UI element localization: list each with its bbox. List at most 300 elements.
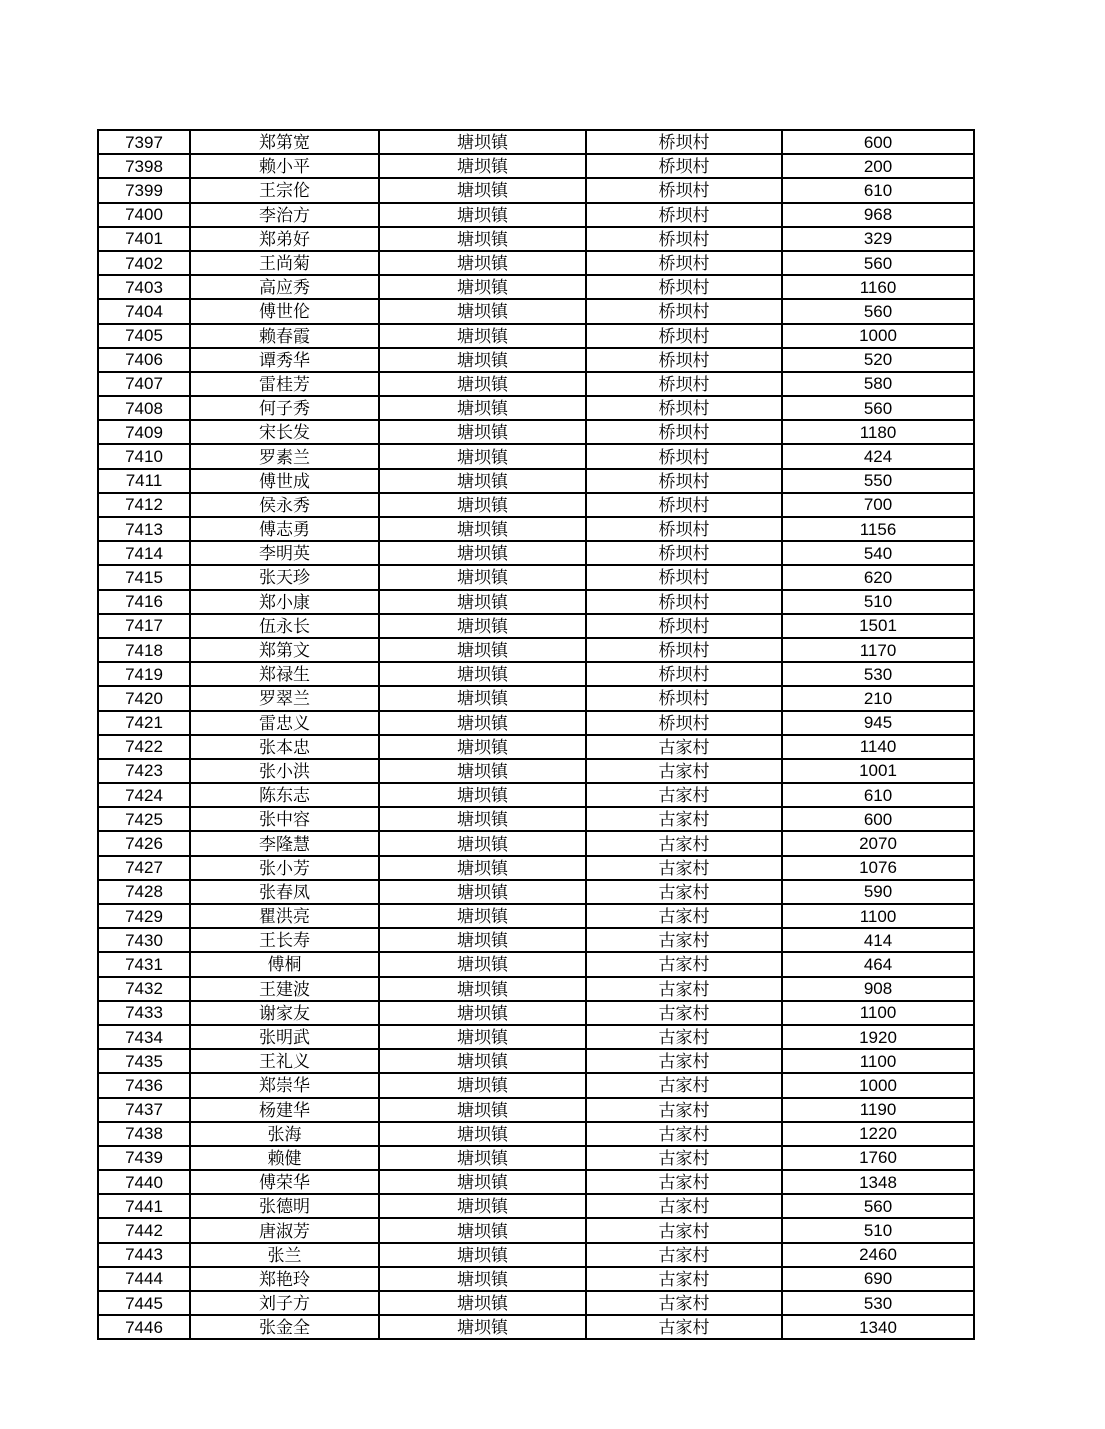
town-cell: 塘坝镇 xyxy=(379,1315,586,1339)
town-cell: 塘坝镇 xyxy=(379,711,586,735)
name-cell: 伍永长 xyxy=(190,614,379,638)
table-row xyxy=(98,1194,974,1218)
town-cell: 塘坝镇 xyxy=(379,493,586,517)
town-cell: 塘坝镇 xyxy=(379,977,586,1001)
village-cell: 古家村 xyxy=(586,856,782,880)
name-cell: 张中容 xyxy=(190,807,379,831)
id-cell: 7407 xyxy=(98,372,190,396)
village-cell: 古家村 xyxy=(586,783,782,807)
amount-cell: 1190 xyxy=(782,1098,974,1122)
amount-cell: 200 xyxy=(782,154,974,178)
town-cell: 塘坝镇 xyxy=(379,856,586,880)
town-cell: 塘坝镇 xyxy=(379,251,586,275)
name-cell: 郑小康 xyxy=(190,590,379,614)
town-cell: 塘坝镇 xyxy=(379,227,586,251)
village-cell: 古家村 xyxy=(586,1218,782,1242)
town-cell: 塘坝镇 xyxy=(379,1073,586,1097)
town-cell: 塘坝镇 xyxy=(379,1170,586,1194)
village-cell: 古家村 xyxy=(586,807,782,831)
id-cell: 7430 xyxy=(98,928,190,952)
table-row xyxy=(98,324,974,348)
records-table-body xyxy=(98,130,974,1339)
id-cell: 7398 xyxy=(98,154,190,178)
village-cell: 古家村 xyxy=(586,1098,782,1122)
village-cell: 古家村 xyxy=(586,1073,782,1097)
village-cell: 古家村 xyxy=(586,1001,782,1025)
id-cell: 7414 xyxy=(98,541,190,565)
name-cell: 郑艳玲 xyxy=(190,1267,379,1291)
name-cell: 张金全 xyxy=(190,1315,379,1339)
amount-cell: 424 xyxy=(782,444,974,468)
id-cell: 7402 xyxy=(98,251,190,275)
village-cell: 桥坝村 xyxy=(586,130,782,154)
village-cell: 桥坝村 xyxy=(586,590,782,614)
id-cell: 7397 xyxy=(98,130,190,154)
amount-cell: 1348 xyxy=(782,1170,974,1194)
village-cell: 古家村 xyxy=(586,831,782,855)
name-cell: 王尚菊 xyxy=(190,251,379,275)
id-cell: 7434 xyxy=(98,1025,190,1049)
table-row xyxy=(98,299,974,323)
table-row xyxy=(98,1098,974,1122)
id-cell: 7411 xyxy=(98,469,190,493)
amount-cell: 1920 xyxy=(782,1025,974,1049)
name-cell: 赖健 xyxy=(190,1146,379,1170)
village-cell: 桥坝村 xyxy=(586,154,782,178)
village-cell: 古家村 xyxy=(586,1146,782,1170)
id-cell: 7419 xyxy=(98,662,190,686)
table-row xyxy=(98,686,974,710)
id-cell: 7416 xyxy=(98,590,190,614)
village-cell: 桥坝村 xyxy=(586,372,782,396)
amount-cell: 1180 xyxy=(782,420,974,444)
amount-cell: 550 xyxy=(782,469,974,493)
table-row xyxy=(98,928,974,952)
village-cell: 古家村 xyxy=(586,1122,782,1146)
name-cell: 李明英 xyxy=(190,541,379,565)
name-cell: 傅志勇 xyxy=(190,517,379,541)
town-cell: 塘坝镇 xyxy=(379,1218,586,1242)
amount-cell: 1001 xyxy=(782,759,974,783)
id-cell: 7425 xyxy=(98,807,190,831)
id-cell: 7426 xyxy=(98,831,190,855)
name-cell: 刘子方 xyxy=(190,1291,379,1315)
town-cell: 塘坝镇 xyxy=(379,1146,586,1170)
id-cell: 7408 xyxy=(98,396,190,420)
name-cell: 张海 xyxy=(190,1122,379,1146)
table-row xyxy=(98,1001,974,1025)
id-cell: 7412 xyxy=(98,493,190,517)
amount-cell: 540 xyxy=(782,541,974,565)
table-row xyxy=(98,348,974,372)
records-table xyxy=(97,129,975,1340)
village-cell: 古家村 xyxy=(586,1170,782,1194)
table-row xyxy=(98,1170,974,1194)
town-cell: 塘坝镇 xyxy=(379,154,586,178)
id-cell: 7410 xyxy=(98,444,190,468)
village-cell: 桥坝村 xyxy=(586,178,782,202)
name-cell: 王礼义 xyxy=(190,1049,379,1073)
name-cell: 傅世伦 xyxy=(190,299,379,323)
village-cell: 桥坝村 xyxy=(586,541,782,565)
name-cell: 张明武 xyxy=(190,1025,379,1049)
name-cell: 王建波 xyxy=(190,977,379,1001)
village-cell: 古家村 xyxy=(586,759,782,783)
id-cell: 7439 xyxy=(98,1146,190,1170)
amount-cell: 560 xyxy=(782,1194,974,1218)
table-row xyxy=(98,1218,974,1242)
town-cell: 塘坝镇 xyxy=(379,517,586,541)
village-cell: 桥坝村 xyxy=(586,565,782,589)
table-row xyxy=(98,662,974,686)
town-cell: 塘坝镇 xyxy=(379,1291,586,1315)
name-cell: 郑第文 xyxy=(190,638,379,662)
amount-cell: 600 xyxy=(782,807,974,831)
amount-cell: 1100 xyxy=(782,1049,974,1073)
table-row xyxy=(98,420,974,444)
village-cell: 古家村 xyxy=(586,1243,782,1267)
id-cell: 7436 xyxy=(98,1073,190,1097)
amount-cell: 520 xyxy=(782,348,974,372)
name-cell: 傅桐 xyxy=(190,952,379,976)
amount-cell: 600 xyxy=(782,130,974,154)
id-cell: 7428 xyxy=(98,880,190,904)
table-row xyxy=(98,1049,974,1073)
name-cell: 张兰 xyxy=(190,1243,379,1267)
name-cell: 罗翠兰 xyxy=(190,686,379,710)
table-row xyxy=(98,856,974,880)
table-row xyxy=(98,493,974,517)
table-row xyxy=(98,396,974,420)
amount-cell: 690 xyxy=(782,1267,974,1291)
amount-cell: 1076 xyxy=(782,856,974,880)
town-cell: 塘坝镇 xyxy=(379,880,586,904)
name-cell: 雷忠义 xyxy=(190,711,379,735)
amount-cell: 510 xyxy=(782,1218,974,1242)
town-cell: 塘坝镇 xyxy=(379,928,586,952)
id-cell: 7405 xyxy=(98,324,190,348)
amount-cell: 530 xyxy=(782,662,974,686)
village-cell: 古家村 xyxy=(586,904,782,928)
town-cell: 塘坝镇 xyxy=(379,638,586,662)
town-cell: 塘坝镇 xyxy=(379,904,586,928)
table-row xyxy=(98,1243,974,1267)
village-cell: 桥坝村 xyxy=(586,203,782,227)
name-cell: 张小洪 xyxy=(190,759,379,783)
village-cell: 桥坝村 xyxy=(586,711,782,735)
id-cell: 7441 xyxy=(98,1194,190,1218)
name-cell: 宋长发 xyxy=(190,420,379,444)
name-cell: 李隆慧 xyxy=(190,831,379,855)
amount-cell: 968 xyxy=(782,203,974,227)
amount-cell: 2460 xyxy=(782,1243,974,1267)
village-cell: 古家村 xyxy=(586,1291,782,1315)
id-cell: 7420 xyxy=(98,686,190,710)
town-cell: 塘坝镇 xyxy=(379,1194,586,1218)
name-cell: 杨建华 xyxy=(190,1098,379,1122)
id-cell: 7427 xyxy=(98,856,190,880)
id-cell: 7418 xyxy=(98,638,190,662)
name-cell: 王宗伦 xyxy=(190,178,379,202)
village-cell: 桥坝村 xyxy=(586,275,782,299)
id-cell: 7440 xyxy=(98,1170,190,1194)
name-cell: 谢家友 xyxy=(190,1001,379,1025)
village-cell: 古家村 xyxy=(586,977,782,1001)
name-cell: 傅荣华 xyxy=(190,1170,379,1194)
id-cell: 7444 xyxy=(98,1267,190,1291)
table-row xyxy=(98,541,974,565)
name-cell: 张本忠 xyxy=(190,735,379,759)
amount-cell: 414 xyxy=(782,928,974,952)
village-cell: 桥坝村 xyxy=(586,469,782,493)
village-cell: 古家村 xyxy=(586,735,782,759)
town-cell: 塘坝镇 xyxy=(379,469,586,493)
town-cell: 塘坝镇 xyxy=(379,1243,586,1267)
id-cell: 7415 xyxy=(98,565,190,589)
name-cell: 郑崇华 xyxy=(190,1073,379,1097)
town-cell: 塘坝镇 xyxy=(379,178,586,202)
table-row xyxy=(98,1122,974,1146)
village-cell: 桥坝村 xyxy=(586,686,782,710)
name-cell: 唐淑芳 xyxy=(190,1218,379,1242)
amount-cell: 2070 xyxy=(782,831,974,855)
town-cell: 塘坝镇 xyxy=(379,1098,586,1122)
village-cell: 桥坝村 xyxy=(586,396,782,420)
amount-cell: 1160 xyxy=(782,275,974,299)
amount-cell: 1156 xyxy=(782,517,974,541)
table-row xyxy=(98,469,974,493)
table-row xyxy=(98,783,974,807)
table-row xyxy=(98,372,974,396)
id-cell: 7437 xyxy=(98,1098,190,1122)
village-cell: 古家村 xyxy=(586,1267,782,1291)
id-cell: 7429 xyxy=(98,904,190,928)
table-row xyxy=(98,1291,974,1315)
town-cell: 塘坝镇 xyxy=(379,275,586,299)
amount-cell: 1340 xyxy=(782,1315,974,1339)
town-cell: 塘坝镇 xyxy=(379,1025,586,1049)
amount-cell: 530 xyxy=(782,1291,974,1315)
table-row xyxy=(98,1073,974,1097)
name-cell: 侯永秀 xyxy=(190,493,379,517)
table-row xyxy=(98,444,974,468)
table-row xyxy=(98,154,974,178)
id-cell: 7424 xyxy=(98,783,190,807)
town-cell: 塘坝镇 xyxy=(379,348,586,372)
amount-cell: 560 xyxy=(782,396,974,420)
id-cell: 7446 xyxy=(98,1315,190,1339)
amount-cell: 210 xyxy=(782,686,974,710)
town-cell: 塘坝镇 xyxy=(379,1267,586,1291)
name-cell: 张春凤 xyxy=(190,880,379,904)
town-cell: 塘坝镇 xyxy=(379,299,586,323)
table-row xyxy=(98,1267,974,1291)
table-row xyxy=(98,1025,974,1049)
town-cell: 塘坝镇 xyxy=(379,420,586,444)
table-row xyxy=(98,251,974,275)
town-cell: 塘坝镇 xyxy=(379,1001,586,1025)
village-cell: 桥坝村 xyxy=(586,227,782,251)
name-cell: 雷桂芳 xyxy=(190,372,379,396)
table-row xyxy=(98,203,974,227)
table-row xyxy=(98,517,974,541)
name-cell: 何子秀 xyxy=(190,396,379,420)
table-row xyxy=(98,952,974,976)
id-cell: 7404 xyxy=(98,299,190,323)
amount-cell: 1100 xyxy=(782,904,974,928)
town-cell: 塘坝镇 xyxy=(379,444,586,468)
village-cell: 古家村 xyxy=(586,880,782,904)
id-cell: 7406 xyxy=(98,348,190,372)
town-cell: 塘坝镇 xyxy=(379,396,586,420)
town-cell: 塘坝镇 xyxy=(379,614,586,638)
table-row xyxy=(98,565,974,589)
table-row xyxy=(98,831,974,855)
town-cell: 塘坝镇 xyxy=(379,686,586,710)
id-cell: 7442 xyxy=(98,1218,190,1242)
amount-cell: 908 xyxy=(782,977,974,1001)
table-row xyxy=(98,880,974,904)
village-cell: 桥坝村 xyxy=(586,638,782,662)
id-cell: 7413 xyxy=(98,517,190,541)
id-cell: 7409 xyxy=(98,420,190,444)
amount-cell: 1000 xyxy=(782,1073,974,1097)
amount-cell: 1501 xyxy=(782,614,974,638)
table-row xyxy=(98,1146,974,1170)
village-cell: 桥坝村 xyxy=(586,348,782,372)
town-cell: 塘坝镇 xyxy=(379,807,586,831)
amount-cell: 700 xyxy=(782,493,974,517)
village-cell: 桥坝村 xyxy=(586,662,782,686)
name-cell: 郑弟好 xyxy=(190,227,379,251)
village-cell: 桥坝村 xyxy=(586,614,782,638)
amount-cell: 464 xyxy=(782,952,974,976)
name-cell: 李治方 xyxy=(190,203,379,227)
village-cell: 桥坝村 xyxy=(586,493,782,517)
amount-cell: 610 xyxy=(782,178,974,202)
town-cell: 塘坝镇 xyxy=(379,565,586,589)
name-cell: 赖春霞 xyxy=(190,324,379,348)
village-cell: 桥坝村 xyxy=(586,324,782,348)
village-cell: 古家村 xyxy=(586,1025,782,1049)
name-cell: 王长寿 xyxy=(190,928,379,952)
id-cell: 7423 xyxy=(98,759,190,783)
table-row xyxy=(98,227,974,251)
village-cell: 古家村 xyxy=(586,1194,782,1218)
village-cell: 桥坝村 xyxy=(586,251,782,275)
town-cell: 塘坝镇 xyxy=(379,541,586,565)
table-row xyxy=(98,711,974,735)
amount-cell: 610 xyxy=(782,783,974,807)
id-cell: 7417 xyxy=(98,614,190,638)
id-cell: 7438 xyxy=(98,1122,190,1146)
town-cell: 塘坝镇 xyxy=(379,735,586,759)
table-row xyxy=(98,904,974,928)
amount-cell: 510 xyxy=(782,590,974,614)
name-cell: 傅世成 xyxy=(190,469,379,493)
village-cell: 桥坝村 xyxy=(586,420,782,444)
name-cell: 张小芳 xyxy=(190,856,379,880)
town-cell: 塘坝镇 xyxy=(379,662,586,686)
id-cell: 7431 xyxy=(98,952,190,976)
name-cell: 张德明 xyxy=(190,1194,379,1218)
amount-cell: 580 xyxy=(782,372,974,396)
town-cell: 塘坝镇 xyxy=(379,590,586,614)
id-cell: 7435 xyxy=(98,1049,190,1073)
village-cell: 桥坝村 xyxy=(586,444,782,468)
name-cell: 谭秀华 xyxy=(190,348,379,372)
amount-cell: 590 xyxy=(782,880,974,904)
town-cell: 塘坝镇 xyxy=(379,1122,586,1146)
name-cell: 张天珍 xyxy=(190,565,379,589)
table-row xyxy=(98,807,974,831)
village-cell: 桥坝村 xyxy=(586,299,782,323)
table-row xyxy=(98,130,974,154)
amount-cell: 1100 xyxy=(782,1001,974,1025)
name-cell: 高应秀 xyxy=(190,275,379,299)
table-row xyxy=(98,590,974,614)
id-cell: 7443 xyxy=(98,1243,190,1267)
name-cell: 赖小平 xyxy=(190,154,379,178)
village-cell: 古家村 xyxy=(586,1049,782,1073)
table-row xyxy=(98,275,974,299)
village-cell: 古家村 xyxy=(586,952,782,976)
amount-cell: 620 xyxy=(782,565,974,589)
table-row xyxy=(98,735,974,759)
id-cell: 7403 xyxy=(98,275,190,299)
table-row xyxy=(98,1315,974,1339)
amount-cell: 329 xyxy=(782,227,974,251)
table-row xyxy=(98,759,974,783)
name-cell: 瞿洪亮 xyxy=(190,904,379,928)
amount-cell: 1000 xyxy=(782,324,974,348)
id-cell: 7445 xyxy=(98,1291,190,1315)
table-row xyxy=(98,638,974,662)
amount-cell: 1140 xyxy=(782,735,974,759)
town-cell: 塘坝镇 xyxy=(379,783,586,807)
town-cell: 塘坝镇 xyxy=(379,759,586,783)
village-cell: 古家村 xyxy=(586,1315,782,1339)
name-cell: 郑第宽 xyxy=(190,130,379,154)
name-cell: 陈东志 xyxy=(190,783,379,807)
name-cell: 罗素兰 xyxy=(190,444,379,468)
id-cell: 7422 xyxy=(98,735,190,759)
town-cell: 塘坝镇 xyxy=(379,1049,586,1073)
village-cell: 桥坝村 xyxy=(586,517,782,541)
amount-cell: 945 xyxy=(782,711,974,735)
amount-cell: 560 xyxy=(782,251,974,275)
amount-cell: 560 xyxy=(782,299,974,323)
amount-cell: 1220 xyxy=(782,1122,974,1146)
town-cell: 塘坝镇 xyxy=(379,372,586,396)
amount-cell: 1760 xyxy=(782,1146,974,1170)
town-cell: 塘坝镇 xyxy=(379,130,586,154)
id-cell: 7401 xyxy=(98,227,190,251)
id-cell: 7421 xyxy=(98,711,190,735)
id-cell: 7432 xyxy=(98,977,190,1001)
town-cell: 塘坝镇 xyxy=(379,324,586,348)
town-cell: 塘坝镇 xyxy=(379,831,586,855)
id-cell: 7433 xyxy=(98,1001,190,1025)
town-cell: 塘坝镇 xyxy=(379,203,586,227)
id-cell: 7400 xyxy=(98,203,190,227)
village-cell: 古家村 xyxy=(586,928,782,952)
id-cell: 7399 xyxy=(98,178,190,202)
town-cell: 塘坝镇 xyxy=(379,952,586,976)
name-cell: 郑禄生 xyxy=(190,662,379,686)
table-row xyxy=(98,614,974,638)
amount-cell: 1170 xyxy=(782,638,974,662)
